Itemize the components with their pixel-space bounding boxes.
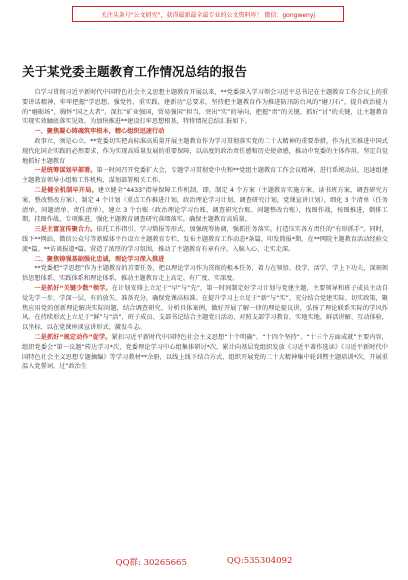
paragraph: 二是抓好“规定动作”促学。紧扣习近平新时代中国特色社会主义思想“十个明确”、“十四个坚持”、“十三个方面成就”主要内容，组织党委会“第一议题”传达学习*次、党委理论学习中心组集体研讨*次，累计向基层党组织发放《习近平著作选读》《习近平新时代中国特色社会主义思想专题摘编》等学习教材**余册，以线上线下结合方式，组织开展党的二十大精神集中轮训暨主题培训*次，开展重温入党誓词、过“政治生 [22,333,388,371]
footer-qq: QQ:535304092 [226,556,293,566]
header-banner [72,6,344,22]
section-heading: 一、聚焦凝心铸魂筑牢根本，精心组织迅速行动 [34,128,165,136]
paragraph: 二是健全机制早开局。建立健全“4433”指导保障工作机制，即，制定 4 个方案（主题教育实施方案，读书班方案，调查研究方案，整改整改方案），制定 4 个计划（重点工作推进计划，政治理论学习计划，调查研究计划，党课宣讲计划），细化 3 个清单（任务清单、问题清单、责任清单），建立 3 个台账（政治理论学习台账、调查研究台账、问题整改台账），找图作战，按图推进，倒排工期，挂图作战，专项推进，强化主题教育调查研究落细落实，确保主题教育高质量。 [22,186,388,224]
paragraph: 三是主富宣传聚合力。依托工作指引、学习简报等形式，加强统筹协调，强抓任务落实，打造压实各方责任的“有形抓手”。同时，线下**网站、微信公众号等新媒体平台设立主题教育专栏，发布主题教育工作动态*条篇，印发简报*期。在**网院主题教育活动经验交流*篇。**访谈报道*篇。营造了浓厚的学习氛围，推动了主题教育有章有序、入脑入心、走实走深。 [22,226,388,253]
document-body [22,88,388,372]
footer [0,556,408,568]
paragraph: **党委把“学思想”作为主题教育的首要任务，把以理论学习作为贯彻的根本任务，着力在领悟、投学、活学、学上下功夫，深刻领悟思想体系、实践体系和理论体系，推动主题教育走上高定、有广度、实深度。 [22,265,388,283]
document-title: 关于某党委主题教育工作情况总结的报告 [22,64,248,79]
header-banner-text: 关注头条号"公文研究"，获得最新最全最专业的公文资料库！ 微信：gongwenyj [100,11,316,19]
paragraph: 一是抓好“关键少数”领学。在计划安排上立足于“早”与“先”，第一时间制定好学习计划与党建主题，主要领导和班子成员主动自觉先学一步，学深一层，有的放矢、准备充分，确保党课高标准、在提升学习上立足于“新”与“实”，充分结合党建实际、切实政策，聚焦应用党的创新理论解决实际问题，结合调查研究、分析具体案例，做好开展了解一律的理论提议讲，弘扬了理论联系实际的学风作风。在持续形式上立足于“鲜”与“活”，班子成员、支部书记结合主题党日活动、对照支部学习教育，实地实地，鲜活讲解、互动体验，以坐标、以在党课座谈宣讲形式、激发斗志。 [22,284,388,332]
footer-qq-group: QQ群: 30265665 [115,558,187,568]
paragraph: 政事立，须是心立。**党委切实把高标准高质量开展主题教育作为学习贯彻落实党的二十大精神的重要举措，作为扎实推进中国式现代化国企实践的必然要求，作为实现高质量发展的重要保障，以高度的政治责任感和历史使命感，推动中党委的主体作用，坚定自觉地抓好主题教育 [22,137,388,165]
section-heading: 二、聚焦铸强基础强化忠诚，理论学习深入推进 [34,255,165,263]
paragraph: 自学习贯彻习近平新时代中国特色社会主义思想主题教育开展以来，**党委深入学习领会习近平总书记在主题教育工作会议上的重要讲话精神，牢牢把握“学思想、强党性、重实践、建新功”总要求，坚持把主题教育作为推进防汛防台风的“磨刀石”，提升政治能力的“磨砺场”，胸怀“国之大者”，深扛“矿业强国，贸易强国”担当，突出“实”的导向，把握“责”的关键，抓好“讨”的关键，让主题教育实现实效触底落实见效。为加快推进**建设打牢思想根基，特将情况总结汇报如下。 [22,89,388,126]
paragraph: 一是统筹谋划早部署。第一时间召开党委扩大会，专题学习贯彻党中央和**党组主题教育工作会议精神，进行系统动员，迅速组建主题教育领导小组和工作机构，谋划部署相关工作。 [22,167,389,185]
